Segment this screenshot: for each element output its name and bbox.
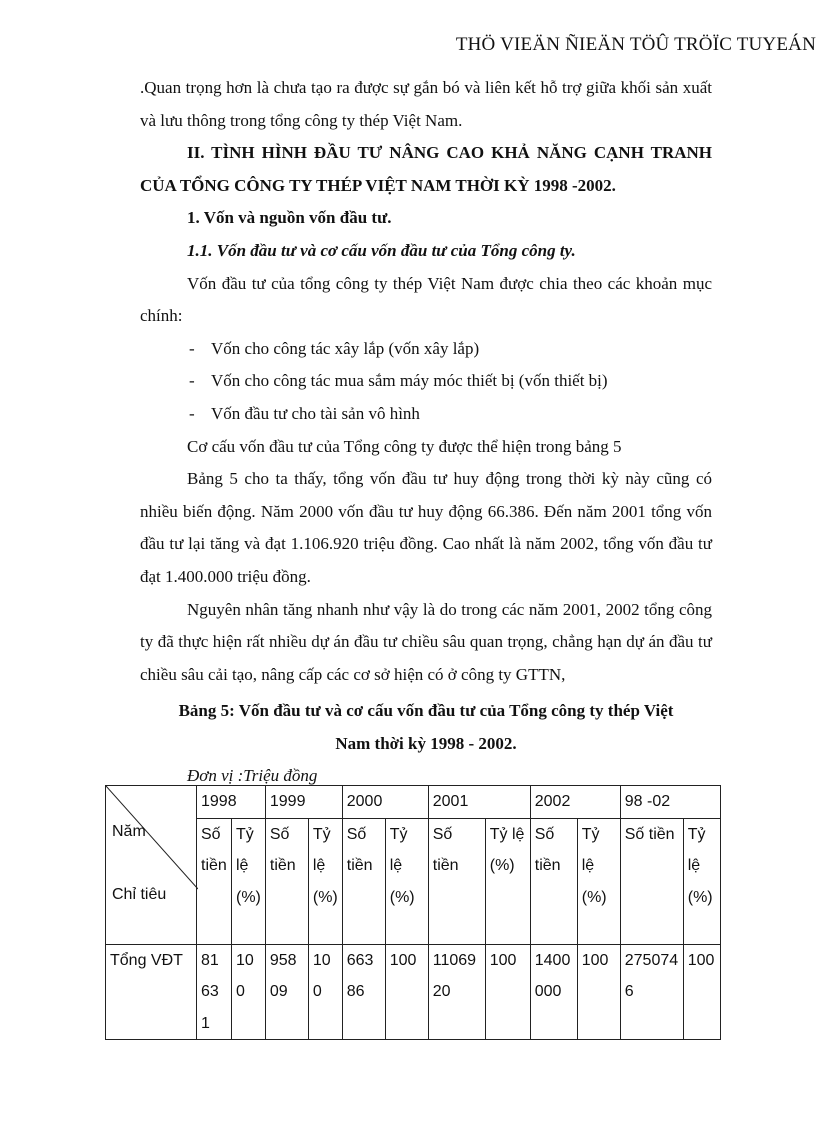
- paragraph-capital-items: Vốn đầu tư của tổng công ty thép Việt Nam được chia theo các khoản mục chính:: [140, 273, 712, 326]
- table-cell: 1400000: [530, 944, 577, 1040]
- paragraph-analysis: Bảng 5 cho ta thấy, tổng vốn đầu tư huy động trong thời kỳ này cũng có nhiều biến động. Năm 2000 vốn đầu tư huy động 66.386. Đến năm 2001 tổng vốn đầu tư lại tăng và đạt 1.106.920 triệu đồng. Cao nhất là năm 2002, tổng vốn đầu tư đạt 1.400.000 triệu đồng.: [140, 469, 712, 586]
- table-cell: 95809: [265, 944, 308, 1040]
- table-unit: Đơn vị :Triệu đồng: [187, 766, 318, 786]
- subheader-amount: Số tiền: [428, 818, 485, 944]
- year-header: 2002: [530, 786, 620, 819]
- paragraph-reason: Nguyên nhân tăng nhanh như vậy là do trong các năm 2001, 2002 tổng công ty đã thực hiện rất nhiều dự án đầu tư chiều sâu quan trọng, chẳng hạn dự án đầu tư chiều sâu cải tạo, nâng cấp các cơ sở hiện có ở công ty GTTN,: [140, 599, 712, 684]
- table-cell: 100: [577, 944, 620, 1040]
- year-header: 2001: [428, 786, 530, 819]
- list-item: - Vốn cho công tác xây lắp (vốn xây lắp): [189, 333, 712, 366]
- table-cell: 100: [485, 944, 530, 1040]
- subheader-ratio: Tỷ lệ (%): [308, 818, 342, 944]
- capital-items-list: [140, 333, 712, 431]
- table-row: [106, 786, 721, 819]
- subheader-amount: Số tiền: [197, 818, 232, 944]
- corner-label-year: Năm: [112, 823, 146, 840]
- investment-table: [105, 785, 721, 1040]
- corner-label-indicator: Chỉ tiêu: [112, 886, 167, 903]
- subsubsection-heading: 1.1. Vốn đầu tư và cơ cấu vốn đầu tư của Tổng công ty.: [187, 240, 576, 260]
- table-cell: 66386: [342, 944, 385, 1040]
- list-item: - Vốn đầu tư cho tài sản vô hình: [189, 398, 712, 431]
- table-cell: 100: [683, 944, 720, 1040]
- table-row: [106, 944, 721, 1040]
- subheader-ratio: Tỷ lệ (%): [577, 818, 620, 944]
- table-cell: 2750746: [620, 944, 683, 1040]
- subheader-amount: Số tiền: [530, 818, 577, 944]
- list-item: - Vốn cho công tác mua sắm máy móc thiết bị (vốn thiết bị): [189, 365, 712, 398]
- paragraph-structure: Cơ cấu vốn đầu tư của Tổng công ty được thể hiện trong bảng 5: [187, 436, 622, 456]
- subheader-amount: Số tiền: [342, 818, 385, 944]
- page-header: THÖ VIEÄN ÑIEÄN TÖÛ TRÖÏC TUYEÁN: [455, 34, 816, 55]
- paragraph-intro: .Quan trọng hơn là chưa tạo ra được sự gắn bó và liên kết hỗ trợ giữa khối sản xuất và lưu thông trong tổng công ty thép Việt Nam.: [140, 78, 712, 130]
- table-cell: 81631: [197, 944, 232, 1040]
- year-header: 1998: [197, 786, 266, 819]
- table-caption: Bảng 5: Vốn đầu tư và cơ cấu vốn đầu tư của Tổng công ty thép Việt Nam thời kỳ 1998 - 2002.: [178, 701, 674, 753]
- table-cell: 1106920: [428, 944, 485, 1040]
- table-cell: 100: [385, 944, 428, 1040]
- subheader-ratio: Tỷ lệ (%): [683, 818, 720, 944]
- year-header: 98 -02: [620, 786, 720, 819]
- row-label: Tổng VĐT: [106, 944, 197, 1040]
- section-heading: II. TÌNH HÌNH ĐẦU TƯ NÂNG CAO KHẢ NĂNG CẠNH TRANH CỦA TỔNG CÔNG TY THÉP VIỆT NAM THỜI KỲ 1998 -2002.: [140, 143, 712, 195]
- year-header: 1999: [265, 786, 342, 819]
- table-cell: 100: [308, 944, 342, 1040]
- subheader-ratio: Tỷ lệ (%): [485, 818, 530, 944]
- table-corner-cell: [106, 786, 197, 945]
- document-body: [140, 72, 712, 793]
- table-cell: 100: [232, 944, 266, 1040]
- subsection-heading: 1. Vốn và nguồn vốn đầu tư.: [187, 208, 392, 228]
- subheader-ratio: Tỷ lệ (%): [232, 818, 266, 944]
- year-header: 2000: [342, 786, 428, 819]
- subheader-ratio: Tỷ lệ (%): [385, 818, 428, 944]
- subheader-amount: Số tiền: [265, 818, 308, 944]
- subheader-amount: Số tiền: [620, 818, 683, 944]
